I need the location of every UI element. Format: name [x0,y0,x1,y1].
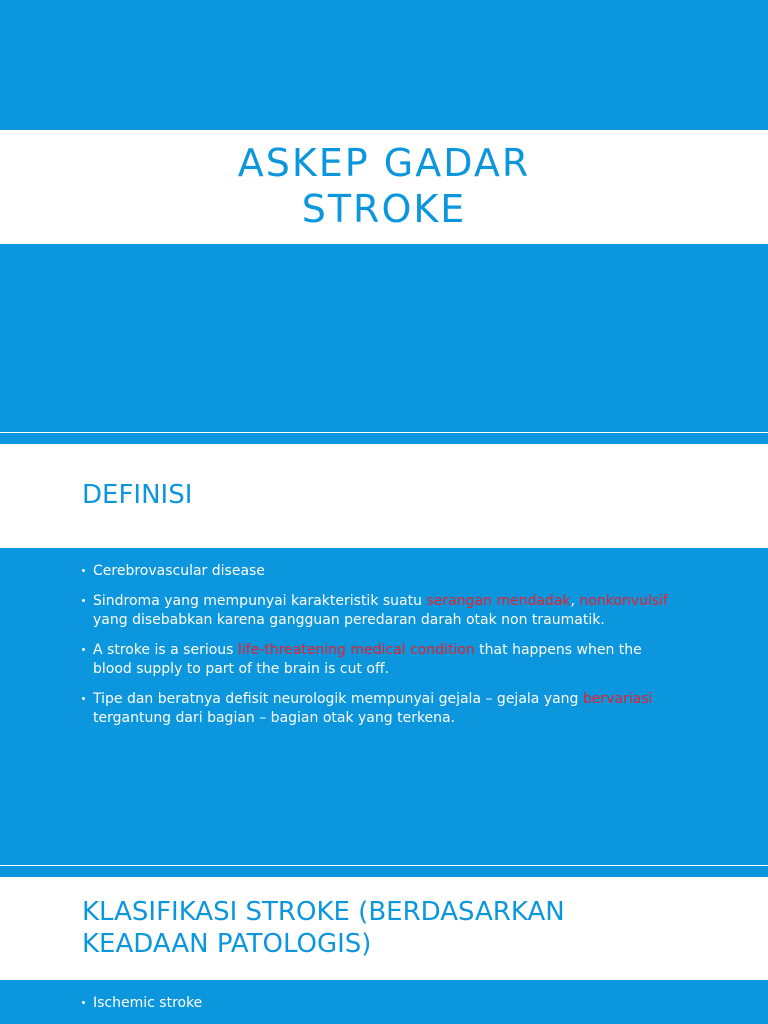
bullet-item [82,641,682,679]
bullet-text: that happens when the blood supply to part of the brain is cut off. [93,642,642,677]
slide-divider [0,432,768,433]
highlight-text: nonkonvulsif [579,593,668,609]
klasifikasi-heading-line-1: KLASIFIKASI STROKE (BERDASARKAN [82,897,565,927]
slide-divider [0,865,768,866]
bullet-text: Tipe dan beratnya defisit neurologik mempunyai gejala – gejala yang [93,691,583,707]
bullet-text: Cerebrovascular disease [93,563,265,579]
bullet-text: tergantung dari bagian – bagian otak yang terkena. [93,710,456,726]
klasifikasi-heading-line-2: KEADAAN PATOLOGIS) [82,929,372,959]
bullet-dot-icon [82,569,85,572]
bullet-item [82,690,682,728]
klasifikasi-heading [82,896,702,960]
bullet-dot-icon [82,697,85,700]
definisi-bullet-list [82,562,682,739]
bullet-text: , [570,593,580,609]
slide-title-line-2: STROKE [301,187,467,231]
bullet-item [82,562,682,581]
bullet-dot-icon [82,599,85,602]
bullet-dot-icon [82,648,85,651]
highlight-text: bervariasi [582,691,653,707]
slide-title-line-1: ASKEP GADAR [237,141,531,185]
highlight-text: serangan mendadak [426,593,571,609]
bullet-dot-icon [82,1001,85,1004]
slide-title [0,140,768,232]
bullet-text: Ischemic stroke [93,995,203,1011]
bullet-item [82,592,682,630]
bullet-text: A stroke is a serious [93,642,238,658]
bullet-item [82,994,682,1013]
highlight-text: life-threatening medical condition [237,642,475,658]
definisi-heading: DEFINISI [82,480,193,510]
bullet-text: yang disebabkan karena gangguan peredaran darah otak non traumatik. [93,612,605,628]
klasifikasi-bullet-list [82,994,682,1024]
bullet-text: Sindroma yang mempunyai karakteristik suatu [93,593,427,609]
